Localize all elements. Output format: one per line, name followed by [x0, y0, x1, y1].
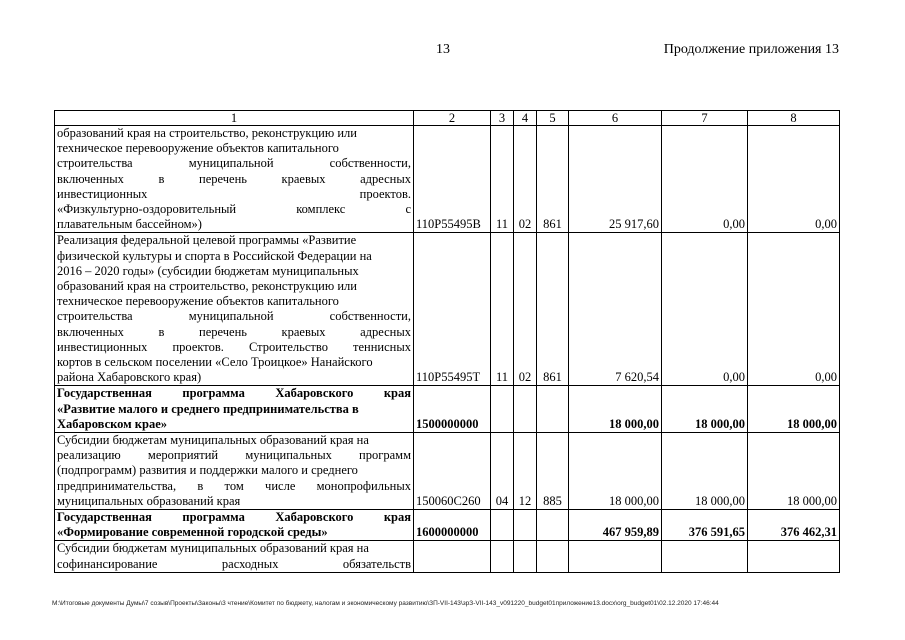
- target-article-code: 110P55495B: [414, 126, 491, 233]
- expense-type-code: 861: [537, 233, 569, 386]
- description-line: муниципальных образований края: [57, 493, 241, 508]
- target-article-code: [414, 541, 491, 572]
- column-header: 4: [514, 111, 537, 126]
- description-line: строительства муниципальной собственности,: [57, 309, 411, 324]
- section-code: 11: [491, 233, 514, 386]
- description-line: включенных в перечень краевых адресных: [57, 171, 411, 186]
- description-line: Государственная программа Хабаровского края: [57, 386, 411, 401]
- description-line: Субсидии бюджетам муниципальных образований края на: [57, 433, 369, 448]
- amount-year-3: 18 000,00: [748, 433, 840, 510]
- document-path-footer: M:\Итоговые документы Думы\7 созыв\Проекты\Законы\3 чтение\Комитет по бюджету, налогам и экономическому развитию\ЗП-VII-143\зрЗ-VII-143_v091220_budget01приложение13.docx\org_budget01\02.12.2020 17:46:44: [52, 600, 719, 607]
- description-line: техническое перевооружение объектов капитального: [57, 141, 339, 156]
- expense-type-code: [537, 541, 569, 572]
- section-code: 11: [491, 126, 514, 233]
- amount-year-1: 7 620,54: [569, 233, 662, 386]
- subsection-code: 02: [514, 233, 537, 386]
- description-line: Государственная программа Хабаровского края: [57, 510, 411, 525]
- description-line: инвестиционных проектов.: [57, 186, 411, 201]
- description-line: кортов в сельском поселении «Село Троицкое» Нанайского: [57, 355, 373, 370]
- expense-type-code: 885: [537, 433, 569, 510]
- expense-type-code: [537, 386, 569, 433]
- description-line: физической культуры и спорта в Российской Федерации на: [57, 248, 372, 263]
- description-line: плавательным бассейном»): [57, 217, 202, 232]
- amount-year-3: 0,00: [748, 233, 840, 386]
- description-line: «Развитие малого и среднего предпринимательства в: [57, 401, 359, 416]
- table-row: [55, 433, 840, 510]
- description-line: района Хабаровского края): [57, 370, 202, 385]
- amount-year-1: 25 917,60: [569, 126, 662, 233]
- row-description: [55, 541, 414, 572]
- column-header: 2: [414, 111, 491, 126]
- row-description: [55, 126, 414, 233]
- description-line: предпринимательства, в том числе монопрофильных: [57, 478, 411, 493]
- description-line: образований края на строительство, реконструкцию или: [57, 126, 357, 140]
- expense-type-code: [537, 510, 569, 541]
- description-line: 2016 – 2020 годы» (субсидии бюджетам муниципальных: [57, 263, 359, 278]
- column-header: 5: [537, 111, 569, 126]
- column-header: 1: [55, 111, 414, 126]
- amount-year-3: 18 000,00: [748, 386, 840, 433]
- table-row: [55, 126, 840, 233]
- column-header: 3: [491, 111, 514, 126]
- row-description: [55, 386, 414, 433]
- amount-year-2: 18 000,00: [662, 433, 748, 510]
- amount-year-2: 18 000,00: [662, 386, 748, 433]
- table-row: [55, 510, 840, 541]
- target-article-code: 1600000000: [414, 510, 491, 541]
- row-description: [55, 510, 414, 541]
- description-line: софинансирование расходных обязательств: [57, 556, 411, 571]
- amount-year-3: 0,00: [748, 126, 840, 233]
- description-line: «Физкультурно-оздоровительный комплекс с: [57, 202, 411, 217]
- subsection-code: [514, 541, 537, 572]
- section-code: [491, 510, 514, 541]
- row-description: [55, 233, 414, 386]
- amount-year-1: [569, 541, 662, 572]
- amount-year-1: 18 000,00: [569, 386, 662, 433]
- expense-type-code: 861: [537, 126, 569, 233]
- amount-year-1: 18 000,00: [569, 433, 662, 510]
- subsection-code: [514, 386, 537, 433]
- page-number: 13: [436, 42, 450, 57]
- column-header: 8: [748, 111, 840, 126]
- description-line: включенных в перечень краевых адресных: [57, 324, 411, 339]
- amount-year-3: [748, 541, 840, 572]
- description-line: (подпрограмм) развития и поддержки малого и среднего: [57, 463, 358, 478]
- description-line: Реализация федеральной целевой программы «Развитие: [57, 233, 357, 248]
- subsection-code: [514, 510, 537, 541]
- budget-table: [54, 110, 840, 573]
- description-line: техническое перевооружение объектов капитального: [57, 294, 339, 309]
- amount-year-2: 0,00: [662, 126, 748, 233]
- subsection-code: 02: [514, 126, 537, 233]
- target-article-code: 1500000000: [414, 386, 491, 433]
- table-row: [55, 541, 840, 572]
- amount-year-2: [662, 541, 748, 572]
- description-line: образований края на строительство, реконструкцию или: [57, 279, 357, 294]
- amount-year-3: 376 462,31: [748, 510, 840, 541]
- amount-year-1: 467 959,89: [569, 510, 662, 541]
- amount-year-2: 376 591,65: [662, 510, 748, 541]
- appendix-continuation: Продолжение приложения 13: [663, 42, 839, 57]
- description-line: Хабаровском крае»: [57, 416, 168, 431]
- table-header-row: [55, 111, 840, 126]
- amount-year-2: 0,00: [662, 233, 748, 386]
- description-line: «Формирование современной городской среды»: [57, 525, 328, 540]
- table-row: [55, 233, 840, 386]
- target-article-code: 150060C260: [414, 433, 491, 510]
- description-line: инвестиционных проектов. Строительство теннисных: [57, 339, 411, 354]
- section-code: [491, 541, 514, 572]
- target-article-code: 110P55495T: [414, 233, 491, 386]
- table-row: [55, 386, 840, 433]
- column-header: 7: [662, 111, 748, 126]
- column-header: 6: [569, 111, 662, 126]
- description-line: реализацию мероприятий муниципальных программ: [57, 448, 411, 463]
- row-description: [55, 433, 414, 510]
- subsection-code: 12: [514, 433, 537, 510]
- description-line: Субсидии бюджетам муниципальных образований края на: [57, 541, 369, 556]
- section-code: [491, 386, 514, 433]
- section-code: 04: [491, 433, 514, 510]
- description-line: строительства муниципальной собственности,: [57, 156, 411, 171]
